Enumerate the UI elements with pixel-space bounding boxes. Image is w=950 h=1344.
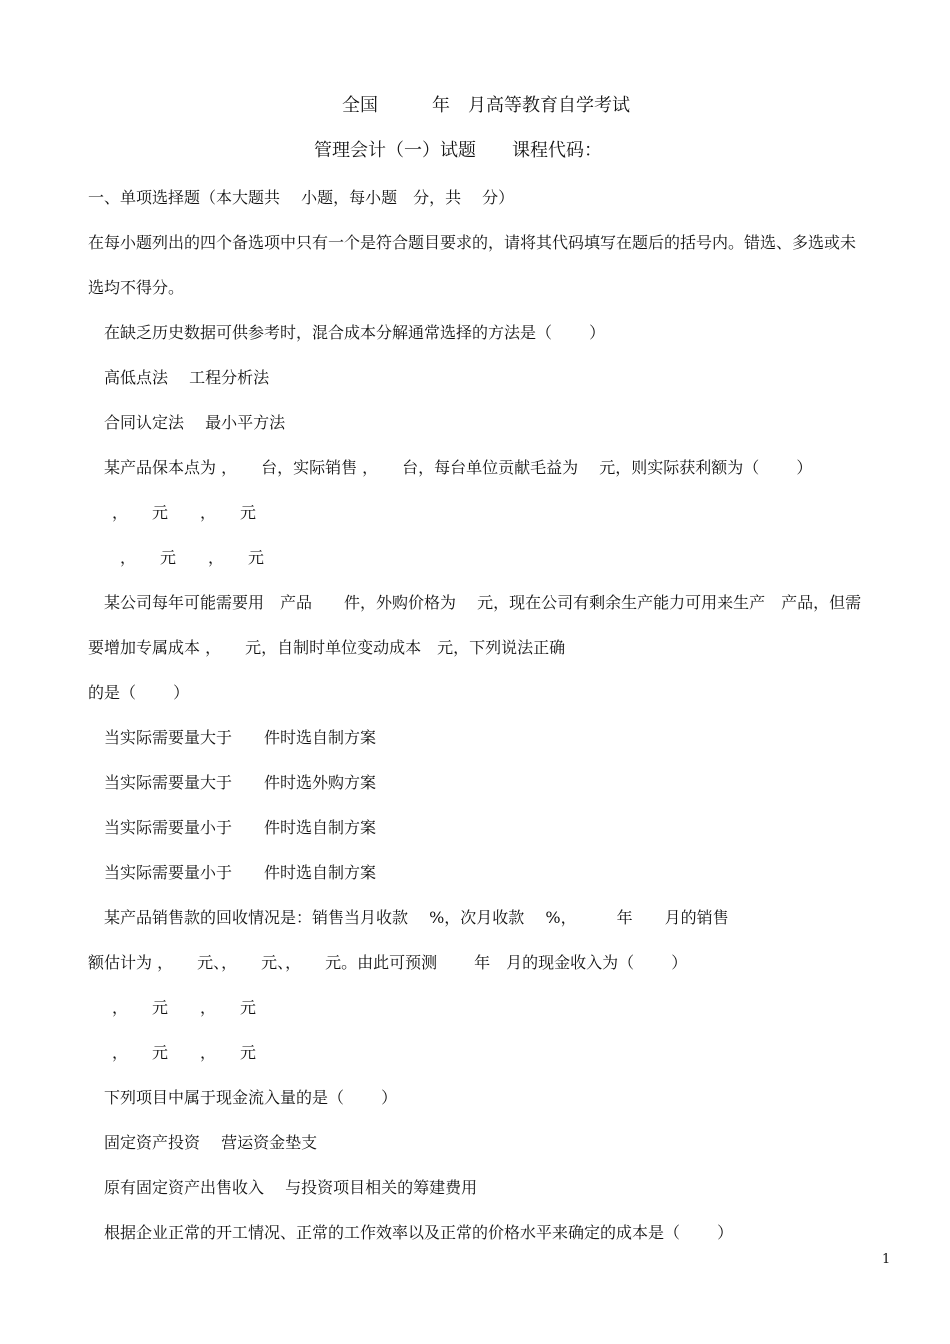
question-3-stem-end: 的是（ ） (88, 683, 190, 702)
question-5-option-row-2: 原有固定资产出售收入 与投资项目相关的筹建费用 (104, 1178, 478, 1197)
instruction-text: 在每小题列出的四个备选项中只有一个是符合题目要求的，请将其代码填写在题后的括号内。错选、多选或未 (88, 233, 857, 252)
question-5-stem: 下列项目中属于现金流入量的是（ ） (104, 1088, 398, 1107)
question-2-option-row-1: ， 元 ， 元 (112, 503, 257, 522)
question-4-stem-cont: 额估计为 ， 元、， 元、， 元。由此可预测 年 月的现金收入为（ ） (88, 953, 688, 972)
question-3-option-c: 当实际需要量小于 件时选自制方案 (104, 818, 377, 837)
question-4-option-row-2: ， 元 ， 元 (112, 1043, 257, 1062)
question-6-stem: 根据企业正常的开工情况、正常的工作效率以及正常的价格水平来确定的成本是（ ） (104, 1223, 734, 1242)
instruction-text-cont: 选均不得分。 (88, 278, 185, 297)
exam-subtitle: 管理会计（一）试题 课程代码： (314, 140, 602, 161)
question-1-stem: 在缺乏历史数据可供参考时，混合成本分解通常选择的方法是（ ） (104, 323, 606, 342)
question-3-option-d: 当实际需要量小于 件时选自制方案 (104, 863, 377, 882)
section-heading: 一、单项选择题（本大题共 小题，每小题 分，共 分） (88, 188, 515, 207)
question-3-option-b: 当实际需要量大于 件时选外购方案 (104, 773, 377, 792)
question-4-option-row-1: ， 元 ， 元 (112, 998, 257, 1017)
question-1-option-row-2: 合同认定法 最小平方法 (104, 413, 286, 432)
question-3-option-a: 当实际需要量大于 件时选自制方案 (104, 728, 377, 747)
question-3-stem-cont: 要增加专属成本 ， 元，自制时单位变动成本 元，下列说法正确 (88, 638, 566, 657)
question-3-stem: 某公司每年可能需要用 产品 件，外购价格为 元，现在公司有剩余生产能力可用来生产 产品，但需 (104, 593, 862, 612)
question-5-option-row-1: 固定资产投资 营运资金垫支 (104, 1133, 318, 1152)
question-2-option-row-2: ， 元 ， 元 (120, 548, 265, 567)
page-number: 1 (882, 1252, 891, 1267)
question-2-stem: 某产品保本点为 ， 台，实际销售 ， 台，每台单位贡献毛益为 元，则实际获利额为（ ） (104, 458, 813, 477)
question-1-option-row-1: 高低点法 工程分析法 (104, 368, 270, 387)
question-4-stem: 某产品销售款的回收情况是：销售当月收款 %，次月收款 %， 年 月的销售 (104, 908, 729, 927)
exam-title: 全国 年 月高等教育自学考试 (342, 95, 630, 116)
